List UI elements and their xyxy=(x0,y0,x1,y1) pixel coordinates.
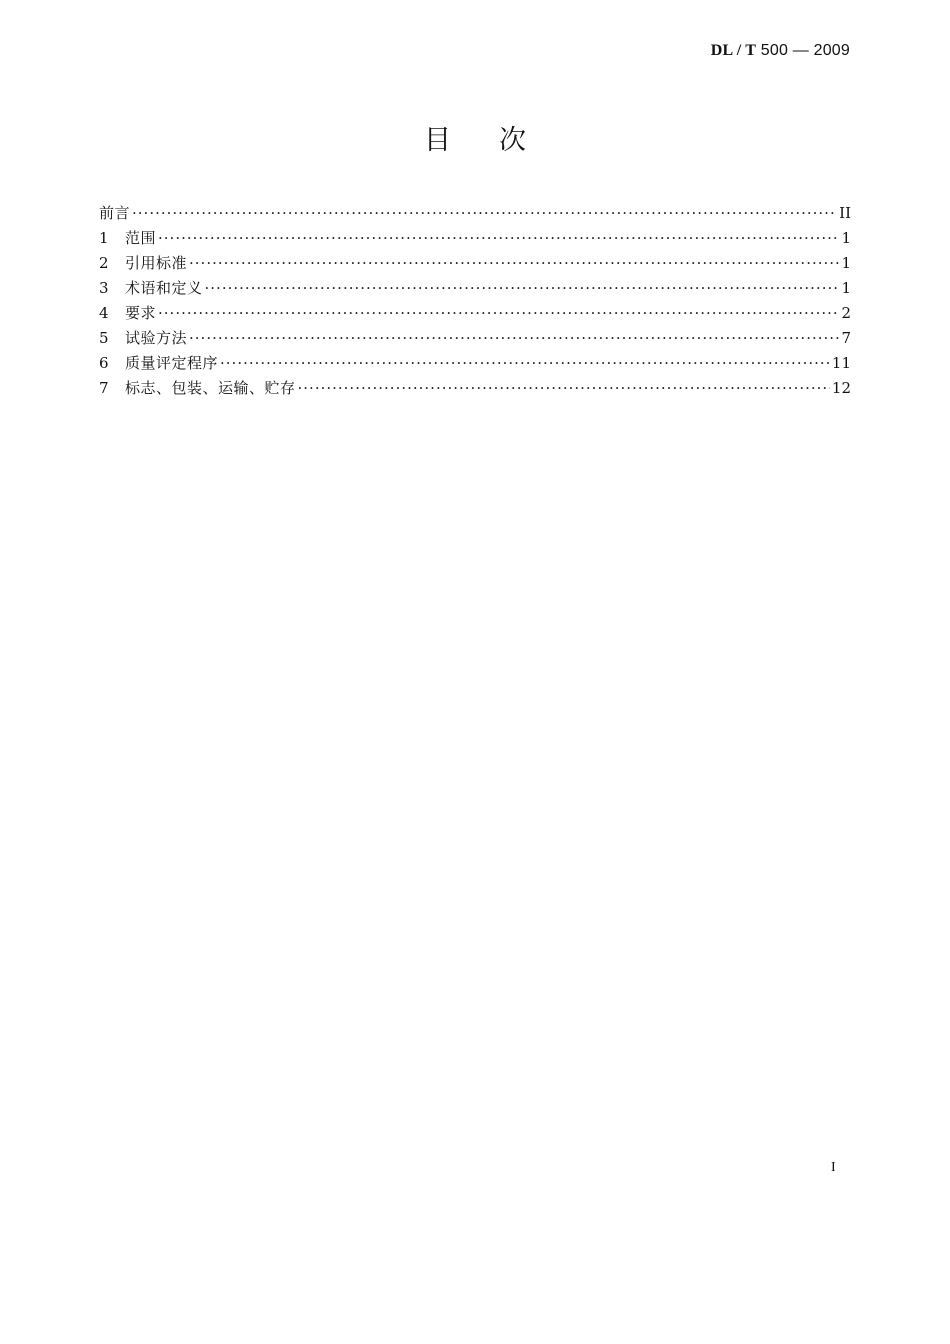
toc-entry-2[interactable] xyxy=(99,251,851,276)
toc-dot-leader xyxy=(189,251,839,276)
toc-entry-foreword[interactable] xyxy=(99,201,851,226)
standard-prefix: DL / T xyxy=(710,42,757,59)
footer-page-number: I xyxy=(831,1160,836,1175)
toc-entry-page: 12 xyxy=(831,379,851,397)
toc-dot-leader xyxy=(205,276,840,301)
toc-entry-4[interactable] xyxy=(99,301,851,326)
toc-entry-7[interactable] xyxy=(99,376,851,401)
standard-number: 500 xyxy=(760,42,789,59)
standard-dash: — xyxy=(792,42,809,59)
toc-entry-number: 4 xyxy=(99,304,109,322)
toc-dot-leader xyxy=(158,226,839,251)
toc-entry-page: II xyxy=(839,204,851,222)
toc-dot-leader xyxy=(220,351,830,376)
toc-entry-title: 要求 xyxy=(125,304,157,322)
toc-entry-1[interactable] xyxy=(99,226,851,251)
toc-entry-title: 试验方法 xyxy=(125,329,188,347)
toc-dot-leader xyxy=(298,376,830,401)
toc-entry-title: 标志、包装、运输、贮存 xyxy=(125,379,296,397)
toc-entry-number: 7 xyxy=(99,379,109,397)
toc-entry-page: 7 xyxy=(841,329,851,347)
toc-entry-number: 2 xyxy=(99,254,109,272)
toc-entry-number: 5 xyxy=(99,329,109,347)
toc-entry-title: 范围 xyxy=(125,229,157,247)
table-of-contents xyxy=(99,201,851,401)
toc-entry-6[interactable] xyxy=(99,351,851,376)
toc-entry-title: 术语和定义 xyxy=(125,279,203,297)
toc-entry-page: 1 xyxy=(841,229,851,247)
toc-entry-page: 11 xyxy=(831,354,851,372)
toc-entry-title: 质量评定程序 xyxy=(125,354,219,372)
toc-entry-page: 1 xyxy=(841,279,851,297)
toc-entry-page: 2 xyxy=(841,304,851,322)
toc-entry-number: 1 xyxy=(99,229,109,247)
toc-dot-leader xyxy=(158,301,839,326)
toc-entry-5[interactable] xyxy=(99,326,851,351)
toc-dot-leader xyxy=(132,201,837,226)
toc-entry-3[interactable] xyxy=(99,276,851,301)
page-title: 目次 xyxy=(424,125,574,156)
toc-dot-leader xyxy=(189,326,839,351)
toc-entry-number: 3 xyxy=(99,279,109,297)
toc-entry-page: 1 xyxy=(841,254,851,272)
toc-entry-title: 前言 xyxy=(99,204,131,222)
toc-entry-number: 6 xyxy=(99,354,109,372)
standard-year: 2009 xyxy=(813,42,850,59)
toc-entry-title: 引用标准 xyxy=(125,254,188,272)
standard-code xyxy=(711,42,850,60)
